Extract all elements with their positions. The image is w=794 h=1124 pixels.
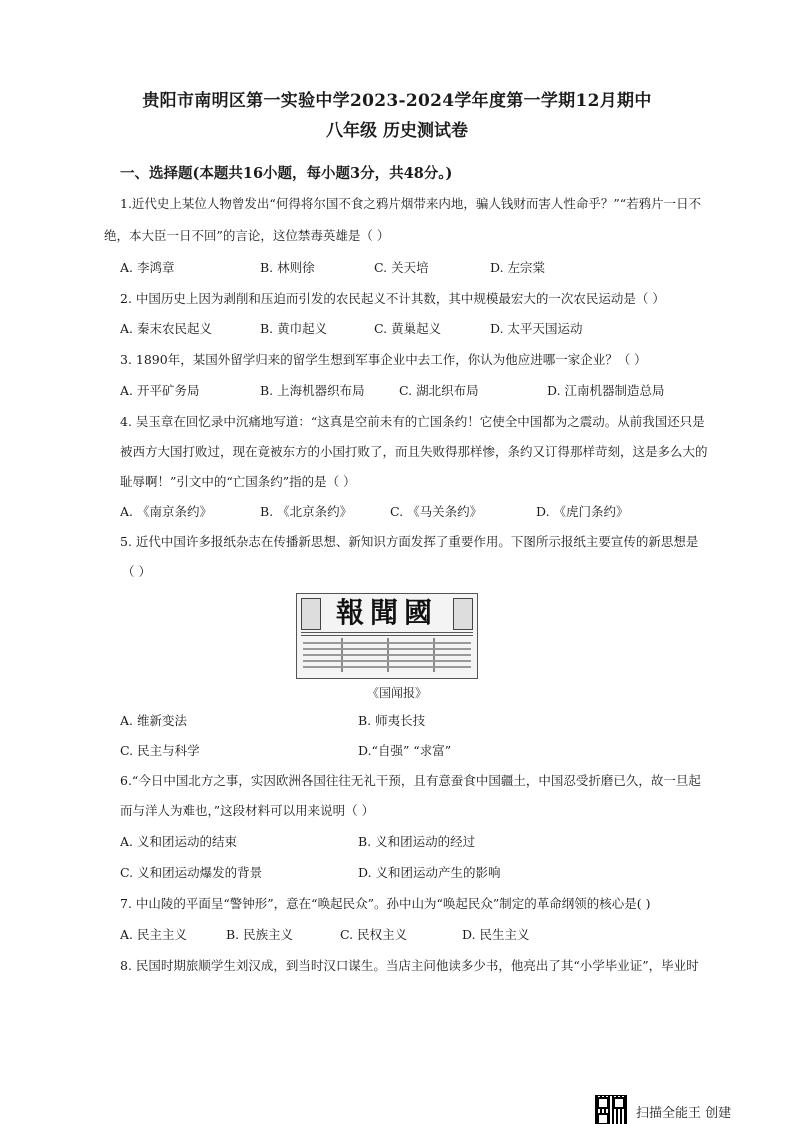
scanner-watermark <box>596 1096 786 1124</box>
newspaper-masthead: 報聞國 <box>335 596 438 629</box>
question-1-option-d: D. 左宗棠 <box>490 260 546 275</box>
question-1-line-1: 1.近代史上某位人物曾发出“何得将尔国不食之鸦片烟带来内地，骗人钱财而害人性命乎？”“若鸦片一日不 <box>120 196 702 211</box>
question-5-line-1: 5. 近代中国许多报纸杂志在传播新思想、新知识方面发挥了重要作用。下图所示报纸主要宣传的新思想是 <box>120 534 699 549</box>
question-3-line-1: 3. 1890年，某国外留学归来的留学生想到军事企业中去工作，你认为他应进哪一家企业？（ ） <box>120 352 647 367</box>
question-5-option-c: C. 民主与科学 <box>120 743 200 758</box>
question-6-line-1: 6.“今日中国北方之事，实因欧洲各国往往无礼干预，且有意蚕食中国疆土，中国忍受折磨已久，故一旦起 <box>120 773 701 788</box>
question-6-option-c: C. 义和团运动爆发的背景 <box>120 865 263 880</box>
question-4-option-d: D. 《虎门条约》 <box>536 504 629 519</box>
question-3-option-b: B. 上海机器织布局 <box>260 383 365 398</box>
newspaper-text-line <box>303 648 471 650</box>
question-4-option-c: C. 《马关条约》 <box>390 504 483 519</box>
newspaper-text-line <box>303 654 471 656</box>
question-6-line-2: 而与洋人为难也，”这段材料可以用来说明（ ） <box>120 803 375 818</box>
question-1-line-2: 绝，本大臣一日不回”的言论，这位禁毒英雄是（ ） <box>104 228 390 243</box>
question-2-option-d: D. 太平天国运动 <box>490 321 583 336</box>
newspaper-text-line <box>303 660 471 662</box>
question-5-option-a: A. 维新变法 <box>120 713 187 728</box>
question-4-option-b: B. 《北京条约》 <box>260 504 353 519</box>
scanner-label: 扫描全能王 创建 <box>636 1106 732 1121</box>
question-6-option-b: B. 义和团运动的经过 <box>358 834 476 849</box>
question-6-option-d: D. 义和团运动产生的影响 <box>358 865 501 880</box>
question-4-line-2: 被西方大国打败过，现在竟被东方的小国打败了，而且失败得那样惨，条约又订得那样苛刻，这是多么大的 <box>120 444 708 459</box>
newspaper-rule <box>301 632 473 633</box>
section-heading: 一、选择题(本题共16小题，每小题3分，共48分。) <box>120 165 453 182</box>
newspaper-side-box-right <box>453 598 473 630</box>
question-1-option-a: A. 李鸿章 <box>120 260 175 275</box>
question-7-option-a: A. 民主主义 <box>120 927 187 942</box>
newspaper-text-line <box>303 642 471 644</box>
qr-code-icon <box>596 1096 626 1124</box>
question-4-option-a: A. 《南京条约》 <box>120 504 212 519</box>
question-5-line-2: （ ） <box>122 564 151 579</box>
question-2-option-c: C. 黄巢起义 <box>374 321 442 336</box>
question-6-option-a: A. 义和团运动的结束 <box>120 834 237 849</box>
question-3-option-a: A. 开平矿务局 <box>120 383 200 398</box>
question-4-line-1: 4. 吴玉章在回忆录中沉痛地写道：“这真是空前未有的亡国条约！它使全中国都为之震动。从前我国还只是 <box>120 414 705 429</box>
exam-title-line1: 贵阳市南明区第一实验中学2023-2024学年度第一学期12月期中 <box>142 91 652 111</box>
question-7-line-1: 7. 中山陵的平面呈“警钟形”，意在“唤起民众”。孙中山为“唤起民众”制定的革命纲领的核心是( ) <box>120 896 651 911</box>
exam-title-line2: 八年级 历史测试卷 <box>326 121 468 141</box>
question-3-option-d: D. 江南机器制造总局 <box>547 383 665 398</box>
question-7-option-b: B. 民族主义 <box>226 927 294 942</box>
newspaper-rule <box>301 635 473 636</box>
question-2-option-b: B. 黄巾起义 <box>260 321 328 336</box>
question-1-option-b: B. 林则徐 <box>260 260 315 275</box>
question-5-option-b: B. 师夷长技 <box>358 713 426 728</box>
question-3-option-c: C. 湖北织布局 <box>399 383 479 398</box>
question-7-option-c: C. 民权主义 <box>340 927 408 942</box>
newspaper-text-line <box>303 666 471 668</box>
question-2-line-1: 2. 中国历史上因为剥削和压迫而引发的农民起义不计其数，其中规模最宏大的一次农民运动是（ ） <box>120 291 665 306</box>
newspaper-image <box>296 593 478 679</box>
question-2-option-a: A. 秦末农民起义 <box>120 321 212 336</box>
question-1-option-c: C. 关天培 <box>374 260 429 275</box>
question-4-line-3: 耻辱啊！”引文中的“亡国条约”指的是（ ） <box>120 474 356 489</box>
question-7-option-d: D. 民生主义 <box>462 927 530 942</box>
question-8-line-1: 8. 民国时期旅顺学生刘汉成，到当时汉口谋生。当店主问他读多少书，他亮出了其“小学毕业证”，毕业时 <box>120 958 699 973</box>
newspaper-caption: 《国闻报》 <box>366 686 427 700</box>
newspaper-side-box-left <box>301 598 321 630</box>
question-5-option-d: D.“自强” “求富” <box>358 743 452 758</box>
